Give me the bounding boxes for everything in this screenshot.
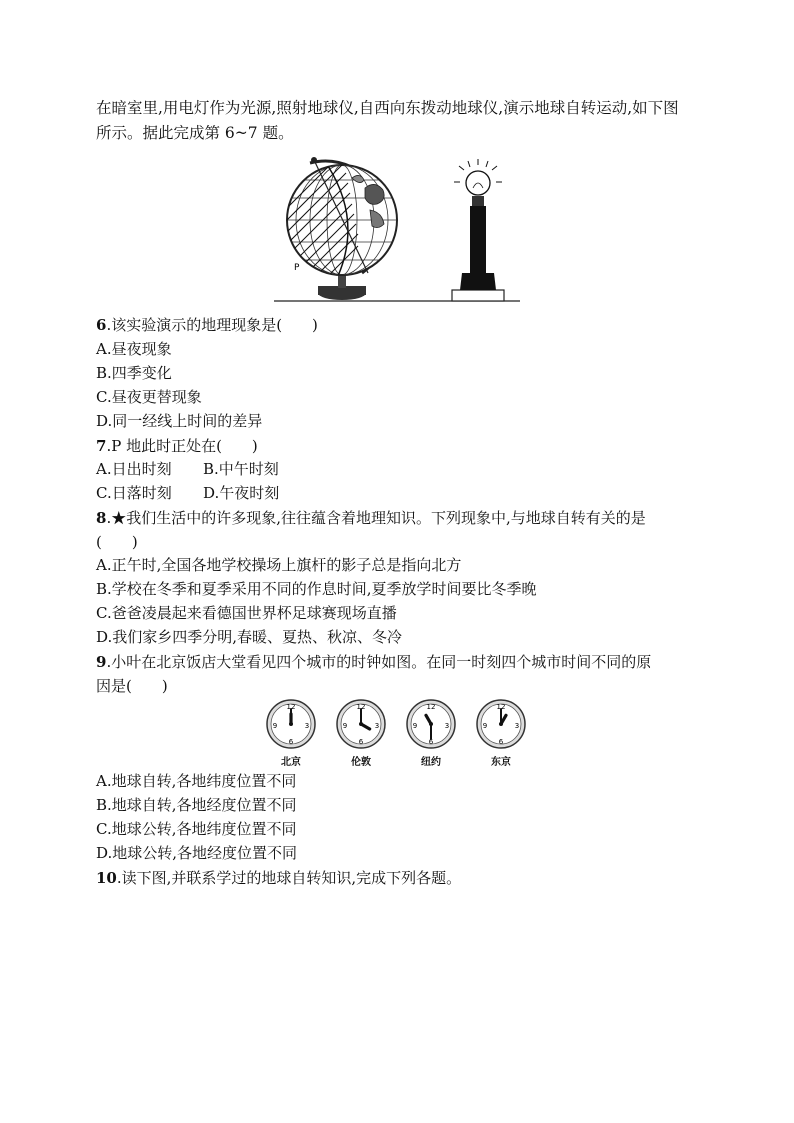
clock-number: 6 bbox=[428, 738, 434, 746]
clock-number: 9 bbox=[342, 722, 348, 730]
q7-option-c[interactable]: C.日落时刻 bbox=[96, 484, 172, 502]
question-10-stem: 10.读下图,并联系学过的地球自转知识,完成下列各题。 bbox=[96, 869, 462, 887]
clock-beijing bbox=[267, 700, 315, 748]
clock-number: 12 bbox=[356, 703, 366, 711]
q8-option-c[interactable]: C.爸爸凌晨起来看德国世界杯足球赛现场直播 bbox=[96, 604, 397, 622]
q9-option-d[interactable]: D.地球公转,各地经度位置不同 bbox=[96, 844, 298, 862]
q7-option-a[interactable]: A.日出时刻 bbox=[96, 460, 172, 478]
question-9-stem: 9.小叶在北京饭店大堂看见四个城市的时钟如图。在同一时刻四个城市时间不同的原 bbox=[96, 653, 652, 671]
clock-number: 6 bbox=[358, 738, 364, 746]
q7-option-b[interactable]: B.中午时刻 bbox=[203, 460, 279, 478]
q6-option-d[interactable]: D.同一经线上时间的差异 bbox=[96, 412, 263, 430]
clock-label-tokyo: 东京 bbox=[491, 757, 511, 768]
intro-line-1: 在暗室里,用电灯作为光源,照射地球仪,自西向东拨动地球仪,演示地球自转运动,如下图 bbox=[96, 99, 679, 117]
globe-lamp-figure bbox=[270, 148, 525, 306]
point-p-label: P bbox=[294, 263, 300, 273]
q9-option-a[interactable]: A.地球自转,各地纬度位置不同 bbox=[96, 772, 297, 790]
clock-number: 3 bbox=[304, 722, 310, 730]
clock-number: 12 bbox=[496, 703, 506, 711]
clock-label-beijing: 北京 bbox=[281, 757, 301, 768]
clock-label-london: 伦敦 bbox=[351, 757, 371, 768]
clock-newyork bbox=[407, 700, 455, 748]
q6-option-b[interactable]: B.四季变化 bbox=[96, 364, 172, 382]
q8-option-d[interactable]: D.我们家乡四季分明,春暖、夏热、秋凉、冬冷 bbox=[96, 628, 403, 646]
clock-number: 9 bbox=[272, 722, 278, 730]
clock-number: 3 bbox=[374, 722, 380, 730]
q9-option-b[interactable]: B.地球自转,各地经度位置不同 bbox=[96, 796, 297, 814]
q9-option-c[interactable]: C.地球公转,各地纬度位置不同 bbox=[96, 820, 297, 838]
clock-number: 3 bbox=[514, 722, 520, 730]
clock-number: 6 bbox=[288, 738, 294, 746]
clock-number: 3 bbox=[444, 722, 450, 730]
clock-number: 9 bbox=[482, 722, 488, 730]
question-9-stem-cont: 因是( ) bbox=[96, 677, 168, 695]
clock-tokyo bbox=[477, 700, 525, 748]
q6-option-c[interactable]: C.昼夜更替现象 bbox=[96, 388, 202, 406]
lamp bbox=[452, 159, 504, 301]
q8-option-b[interactable]: B.学校在冬季和夏季采用不同的作息时间,夏季放学时间要比冬季晚 bbox=[96, 580, 537, 598]
intro-line-2: 所示。据此完成第 6~7 题。 bbox=[96, 124, 294, 142]
clock-number: 12 bbox=[426, 703, 436, 711]
clocks-figure bbox=[262, 698, 534, 750]
question-8-stem: 8.★我们生活中的许多现象,往往蕴含着地理知识。下列现象中,与地球自转有关的是 bbox=[96, 509, 646, 527]
clock-label-newyork: 纽约 bbox=[421, 757, 441, 768]
q8-option-a[interactable]: A.正午时,全国各地学校操场上旗杆的影子总是指向北方 bbox=[96, 556, 462, 574]
clock-number: 9 bbox=[412, 722, 418, 730]
question-6-stem: 6.该实验演示的地理现象是( ) bbox=[96, 316, 318, 334]
q6-option-a[interactable]: A.昼夜现象 bbox=[96, 340, 172, 358]
question-7-stem: 7.P 地此时正处在( ) bbox=[96, 437, 258, 455]
clock-number: 12 bbox=[286, 703, 296, 711]
clock-london bbox=[337, 700, 385, 748]
q7-option-d[interactable]: D.午夜时刻 bbox=[203, 484, 280, 502]
clock-number: 6 bbox=[498, 738, 504, 746]
question-8-stem-cont: ( ) bbox=[96, 533, 138, 551]
